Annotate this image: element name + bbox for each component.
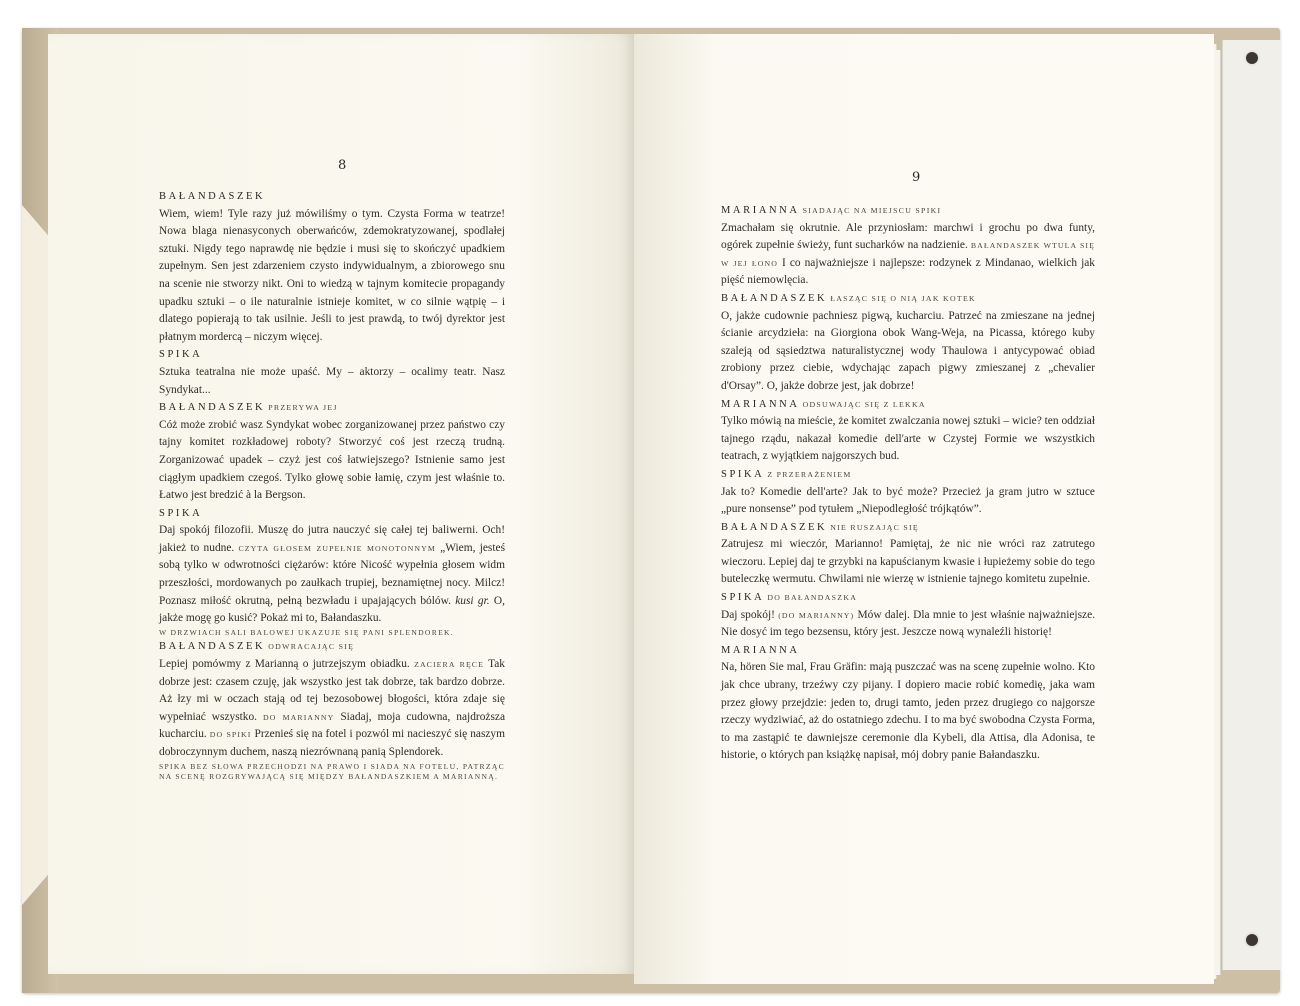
text-run: I co najważniejsze i najlepsze: rodzynek z Mindanao, wielkich jak pięść niemowlęcia.: [721, 256, 1095, 287]
stage-direction-inline: (DO MARIANNY): [778, 610, 855, 620]
right-page: [634, 34, 1214, 984]
text-run: Daj spokój!: [721, 608, 779, 621]
speaker-name: BAŁANDASZEK: [721, 521, 828, 533]
stage-direction: W DRZWIACH SALI BALOWEJ UKAZUJE SIĘ PANI SPLENDOREK.: [159, 627, 454, 637]
dialogue-text: [159, 656, 505, 762]
stage-direction-inline: NIE RUSZAJĄC SIĘ: [830, 522, 919, 532]
speaker-heading: [721, 290, 1095, 308]
speaker-heading: [721, 202, 1095, 220]
text-run: Siadaj, moja cudowna, najdroższa kucharciu.: [159, 710, 506, 741]
speaker-heading: [721, 396, 1095, 414]
speaker-name: BAŁANDASZEK: [721, 292, 828, 304]
italic-text: kusi gr.: [455, 594, 490, 607]
text-run: Zatrujesz mi wieczór, Marianno! Pamiętaj, że nic nie wróci raz zatrutego wieczoru. Lepiej daj te grzybki na kapuścianym kwasie i łupieżemy sobie do tego buteleczkę wermutu. Chwilami nie wierzę w istnienie tajnego komitetu zupełnie.: [721, 538, 1095, 586]
stage-direction-inline: Z PRZERAŻENIEM: [767, 469, 852, 479]
text-run: Zmachałam się okrutnie. Ale przyniosłam: marchwi i grochu po dwa funty, ogórek zupełnie świeży, funt sucharków na nadzienie.: [721, 221, 1095, 252]
speaker-heading: [159, 399, 505, 417]
dialogue-text: [721, 607, 1095, 642]
dialogue-column-right: [721, 202, 1095, 765]
speaker-name: SPIKA: [159, 507, 203, 519]
stage-direction-inline: ODWRACAJĄC SIĘ: [268, 642, 355, 652]
binder-ring-top: [1246, 52, 1258, 64]
speaker-heading: [159, 505, 505, 523]
dialogue-text: [721, 220, 1095, 290]
speaker-name: BAŁANDASZEK: [159, 641, 266, 653]
text-run: Przenieś się na fotel i pozwól mi nacieszyć się naszym dobroczynnym duchem, naszą niezrównaną panią Splendorek.: [159, 728, 505, 758]
dialogue-text: [159, 206, 505, 347]
dialogue-text: [159, 522, 505, 628]
dialogue-text: [721, 308, 1095, 396]
speaker-name: SPIKA: [159, 349, 203, 361]
page-edge-stack: [1214, 50, 1221, 975]
speaker-heading: [159, 346, 505, 364]
speaker-name: BAŁANDASZEK: [159, 402, 266, 414]
binder-ring-bottom: [1246, 934, 1258, 946]
binder-strip: [1222, 40, 1281, 970]
speaker-name: SPIKA: [721, 468, 765, 480]
stage-direction: SPIKA BEZ SŁOWA PRZECHODZI NA PRAWO I SIADA NA FOTELU, PATRZĄC NA SCENĘ ROZGRYWAJĄCĄ SIĘ MIĘDZY BAŁANDASZKIEM A MARIANNĄ.: [159, 761, 505, 781]
text-run: Na, hören Sie mal, Frau Gräfin: mają puszczać was na scenę zupełnie wolno. Kto jak chce ubrany, trzeźwy czy pijany. I dopiero macie robić komedię, jaka wam przez głowy przejdzie: jeden to, drugi tamto, jeden przez drugiego co najgorsze rzeczy wydziwiać, aż do ostatniego zdechu. I to ma być swobodna Czysta Forma, to ma zastąpić te dawniejsze ceremonie dla Kybeli, dla Attisa, dla Adonisa, te historie, o których pan książkę napisał, mój dobry panie Bałandaszku.: [721, 661, 1095, 762]
text-run: Tak dobrze jest: czasem czuję, jak wszystko jest tak dobrze, tak bardzo dobrze. Aż łzy mi w oczach stają od tej bezosobowej błogości, która zdaje się wypełniać wszystko.: [159, 657, 506, 723]
dialogue-text: [159, 417, 505, 505]
speaker-name: BAŁANDASZEK: [159, 191, 266, 202]
stage-direction-inline: BAŁANDASZEK WTULA SIĘ W JEJ ŁONO: [721, 241, 1095, 268]
text-run: Lepiej pomówmy z Marianną o jutrzejszym obiadku.: [159, 657, 415, 670]
left-page: [48, 34, 634, 974]
dialogue-text: [721, 536, 1095, 589]
speaker-heading: [159, 188, 505, 206]
stage-direction-inline: DO BAŁANDASZKA: [767, 593, 858, 603]
dialogue-text: [721, 659, 1095, 765]
dialogue-text: [159, 364, 505, 399]
text-run: Cóż może zrobić wasz Syndykat wobec zorganizowanej przez państwo czy tajny komitet rozkładowej roboty? Stworzyć coś jest rzeczą trudną. Zorganizować upadek – czyż jest coś łatwiejszego? Istnienie samo jest ciągłym upadkiem czegoś. Tylko głowę sobie łamię, czym jest właśnie to. Łatwo jest bredzić à la Bergson.: [159, 418, 505, 502]
text-run: „Wiem, jesteś sobą tylko w odwrotności ciężarów: które Nicość wypełnia głosem widm przeszłości, mordowanych po zaułkach trupiej, beznamiętnej nocy. Milcz! Poznasz miłość okrutną, pełną bezwładu i upajających bólów.: [159, 541, 505, 607]
stage-direction-inline: DO SPIKI: [209, 730, 252, 740]
page-number: 9: [912, 170, 921, 185]
speaker-name: MARIANNA: [721, 644, 800, 656]
speaker-heading: [721, 519, 1095, 537]
stage-direction-inline: ŁASZĄC SIĘ O NIĄ JAK KOTEK: [830, 293, 976, 303]
text-run: O, jakże cudownie pachniesz pigwą, kucharciu. Patrzeć na zmieszane na jednej ścianie arcydzieła: na Giorgiona obok Wang-Weja, na Picassa, którego kuby szaleją od sąsiedztwa naturalistycznej wody Thaulowa i antycypować obiad zrobiony przez ciebie, wdychając zapach pigwy zmieszanej z „chevalier d'Orsay”. O, jakże dobrze jest, jak dobrze!: [721, 309, 1095, 392]
speaker-name: MARIANNA: [721, 398, 800, 410]
stage-direction-inline: CZYTA GŁOSEM ZUPEŁNIE MONOTONNYM: [238, 543, 436, 553]
stage-direction-inline: DO MARIANNY: [263, 712, 335, 722]
text-run: Sztuka teatralna nie może upaść. My – aktorzy – ocalimy teatr. Nasz Syndykat...: [159, 365, 505, 396]
dialogue-text: [721, 484, 1095, 519]
stage-direction-inline: SIADAJĄC NA MIEJSCU SPIKI: [802, 206, 942, 215]
text-run: O, jakże mogę go kusić? Pokaż mi to, Bałandaszku.: [159, 594, 505, 625]
text-run: Mów dalej. Dla mnie to jest właśnie najważniejsze. Nie dosyć im tego bezsensu, który jest. Jeszcze nową wynaleźli historię!: [721, 608, 1095, 639]
speaker-heading: [159, 638, 505, 656]
dialogue-column-left: [159, 188, 505, 783]
speaker-heading: [721, 642, 1095, 660]
text-run: Wiem, wiem! Tyle razy już mówiliśmy o tym. Czysta Forma w teatrze! Nowa blaga nienasyconych oberwańców, zdemokratyzowanej, spodlałej sztuki. Nigdy tego naprawdę nie będzie i musi się to skończyć upadkiem zupełnym. Sen jest zdarzeniem czysto indywidualnym, a zbiorowego snu na scenie nie stworzy nikt. Oni to wiedzą w tajnym komitecie propagandy upadku sztuki – o ile naturalnie istnieje komitet, w co silnie wątpię – i dlatego popierają to tak usilnie. Jeśli to jest prawdą, to twój dyrektor jest płatnym mordercą – niczym więcej.: [159, 207, 505, 343]
speaker-name: MARIANNA: [721, 205, 800, 216]
speaker-name: SPIKA: [721, 592, 765, 604]
text-run: Tylko mówią na mieście, że komitet zwalczania nowej sztuki – wicie? ten oddział tajnego rządu, nakazał komedie dell'arte w Czystej Formie we wszystkich teatrach, z wyjątkiem najgorszych bud.: [721, 415, 1095, 463]
stage-direction-inline: PRZERYWA JEJ: [268, 403, 338, 413]
speaker-heading: [721, 466, 1095, 484]
speaker-heading: [721, 589, 1095, 607]
text-run: Jak to? Komedie dell'arte? Jak to być może? Przecież ja gram jutro w sztuce „pure nonsense” pod tytułem „Niepodległość trójkątów”.: [721, 485, 1095, 516]
dialogue-text: [721, 413, 1095, 466]
stage-direction-inline: ZACIERA RĘCE: [414, 659, 484, 669]
text-run: Daj spokój filozofii. Muszę do jutra nauczyć się całej tej baliwerni. Och! jakież to nudne.: [159, 524, 505, 554]
page-number: 8: [338, 158, 347, 173]
stage-direction-inline: ODSUWAJĄC SIĘ Z LEKKA: [802, 399, 926, 409]
